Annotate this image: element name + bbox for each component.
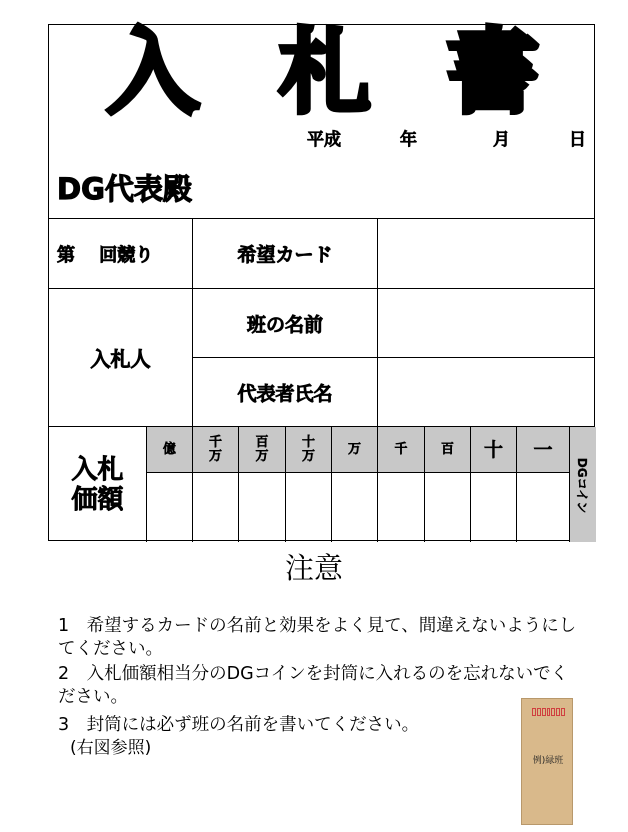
digit-cell-man[interactable] xyxy=(332,473,377,542)
envelope-label: 例)緑班 xyxy=(532,756,564,766)
form-title-char-1: 入 xyxy=(107,19,200,126)
postal-code-boxes xyxy=(532,708,565,716)
bidder-label: 入札人 xyxy=(90,347,151,371)
digit-cell-oku[interactable] xyxy=(147,473,192,542)
unit-hyaku-man: 百 万 xyxy=(255,435,269,464)
card-input[interactable] xyxy=(378,219,594,288)
digit-cell-sen-man[interactable] xyxy=(193,473,238,542)
team-name-label: 班の名前 xyxy=(246,313,323,336)
unit-hyaku: 百 xyxy=(440,442,454,457)
addressee: DG代表殿 xyxy=(57,172,192,206)
round-label: 第 回競り xyxy=(57,244,154,266)
notice-reference: (右図参照) xyxy=(70,738,152,758)
unit-juu-man: 十 万 xyxy=(301,435,315,464)
notice-heading: 注意 xyxy=(284,551,343,585)
form-title-char-3: 書 xyxy=(447,19,540,126)
envelope-illustration xyxy=(521,698,573,825)
digit-cell-juu[interactable] xyxy=(471,473,516,542)
form-title-char-2: 札 xyxy=(279,19,372,126)
unit-sen-man: 千 万 xyxy=(208,435,222,464)
bid-amount-label: 入札 価額 xyxy=(71,454,124,515)
unit-oku: 億 xyxy=(162,442,176,457)
digit-cell-sen[interactable] xyxy=(378,473,424,542)
notice-item-1: 1 希望するカードの名前と効果をよく見て、間違えないようにしてください。 xyxy=(58,616,577,659)
date-day: 日 xyxy=(569,130,586,150)
representative-label: 代表者氏名 xyxy=(237,382,333,405)
unit-ichi: 一 xyxy=(533,439,553,461)
digit-cell-juu-man[interactable] xyxy=(286,473,331,542)
coin-unit-label xyxy=(569,428,596,543)
notice-item-2: 2 入札価額相当分のDGコインを封筒に入れるのを忘れないでください。 xyxy=(58,664,569,707)
bid-form xyxy=(48,19,595,541)
date-era: 平成 xyxy=(307,130,341,150)
digit-cell-hyaku-man[interactable] xyxy=(239,473,285,542)
digit-cell-hyaku[interactable] xyxy=(425,473,470,542)
date-month: 月 xyxy=(493,130,510,150)
unit-sen: 千 xyxy=(394,442,408,457)
notice-item-3: 3 封筒には必ず班の名前を書いてください。 xyxy=(58,715,420,735)
coin-unit-text: DGコイン xyxy=(575,457,590,514)
team-name-input[interactable] xyxy=(378,289,594,357)
unit-man: 万 xyxy=(347,442,361,457)
date-year: 年 xyxy=(400,130,417,150)
digit-cell-ichi[interactable] xyxy=(517,473,569,542)
representative-input[interactable] xyxy=(378,358,594,426)
card-label: 希望カード xyxy=(237,244,333,266)
unit-juu: 十 xyxy=(483,439,503,461)
